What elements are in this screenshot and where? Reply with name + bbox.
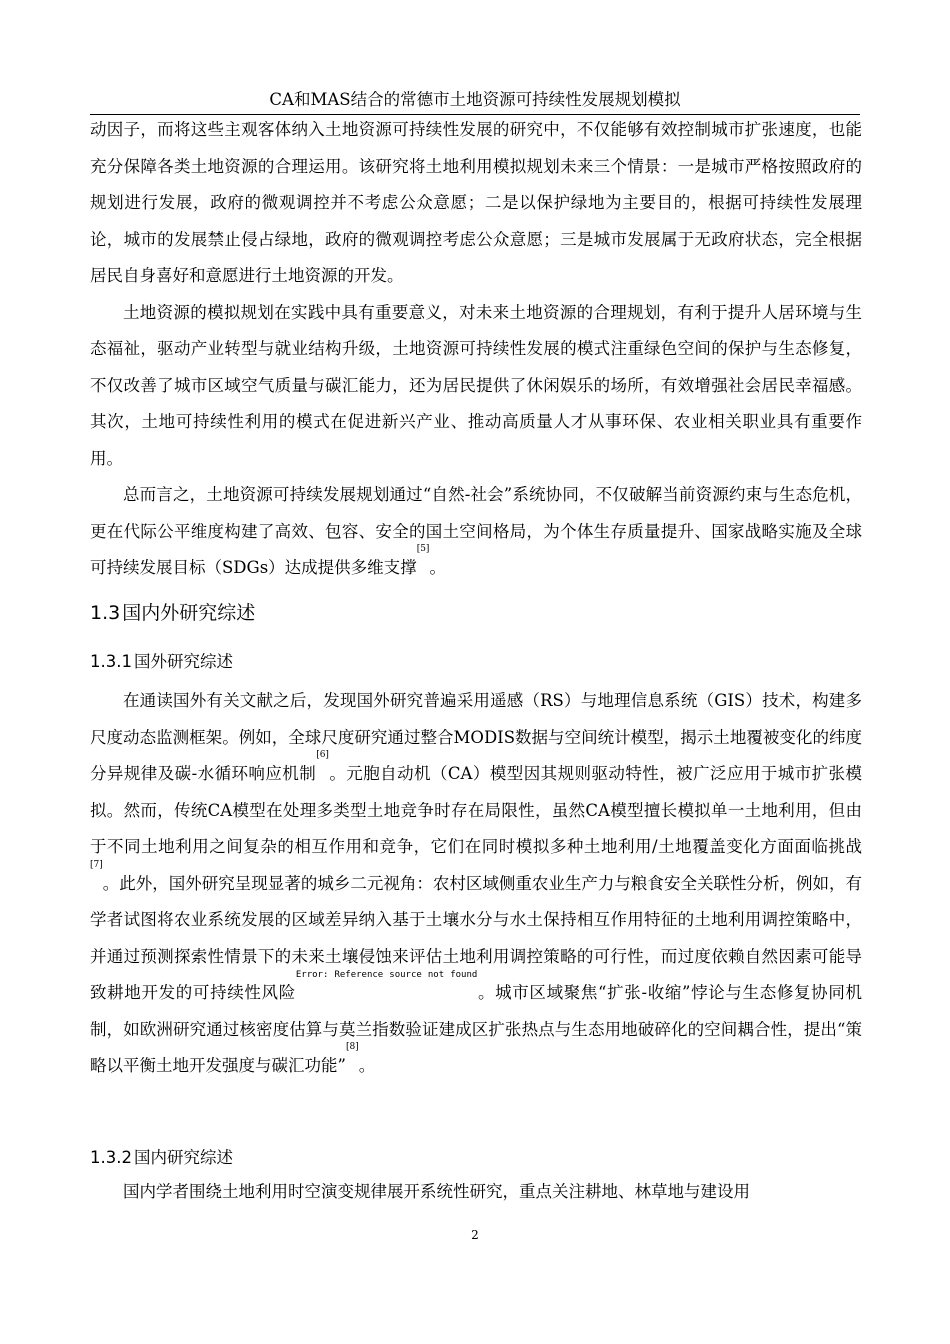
summary-end: 。 [429,558,446,577]
section-number: 1.3.1 [90,652,132,671]
section-number: 1.3.2 [90,1148,132,1167]
paragraph-summary [90,477,862,587]
section-number: 1.3 [90,602,121,624]
section-title: 国内外研究综述 [122,602,256,624]
paragraph-domestic-review: 国内学者围绕土地利用时空演变规律展开系统性研究，重点关注耕地、林草地与建设用 [123,1182,750,1201]
section-heading-1-3 [90,601,255,625]
section-heading-1-3-1 [90,652,233,672]
reference-error: Error: Reference source not found [295,970,478,980]
text-run: 。此外，国外研究呈现显著的城乡二元视角：农村区域侧重农业生产力与粮食安全关联性分析，例如，有学者试图将农业系统发展的区域差异纳入基于土壤水分与水土保持相互作用特征的土地利用调控策略中，并通过预测探索性情景下的未来土壤侵蚀来评估土地利用调控策略的可行性，而过度依赖自然因素可能导致耕地开发的可持续性风险 [90,873,862,1002]
intro-section [90,112,862,587]
text-run: 。 [358,1056,376,1075]
citation-8: [8] [345,1042,359,1052]
citation-5: [5] [416,544,430,554]
citation-7: [7] [90,859,103,870]
domestic-review-section [90,1180,862,1211]
text-run: 在通读国外有关文献之后，发现国外研究普遍采用遥感（RS）与地理信息系统（GIS）技术，构建多尺度动态监测框架。例如，全球尺度研究通过整合MODIS数据与空间统计模型，揭示土地覆被变化的纬度分异规律及碳-水循环响应机制 [90,691,862,783]
foreign-review-section [90,683,862,1085]
paragraph-continued: 动因子，而将这些主观客体纳入土地资源可持续性发展的研究中，不仅能够有效控制城市扩张速度，也能充分保障各类土地资源的合理运用。该研究将土地利用模拟规划未来三个情景：一是城市严格按照政府的规划进行发展，政府的微观调控并不考虑公众意愿；二是以保护绿地为主要目的，根据可持续性发展理论，城市的发展禁止侵占绿地，政府的微观调控考虑公众意愿；三是城市发展属于无政府状态，完全根据居民自身喜好和意愿进行土地资源的开发。 [90,120,862,285]
citation-6: [6] [316,750,329,760]
section-title: 国内研究综述 [133,1148,233,1167]
paragraph-significance: 土地资源的模拟规划在实践中具有重要意义，对未来土地资源的合理规划，有利于提升人居环境与生态福祉，驱动产业转型与就业结构升级，土地资源可持续性发展的模式注重绿色空间的保护与生态修复，不仅改善了城市区域空气质量与碳汇能力，还为居民提供了休闲娱乐的场所，有效增强社会居民幸福感。其次，土地可持续性利用的模式在促进新兴产业、推动高质量人才从事环保、农业相关职业具有重要作用。 [90,302,862,468]
section-title: 国外研究综述 [133,652,233,671]
text-run: 。城市区域聚焦“扩张-收缩”悖论与生态修复协同机制，如欧洲研究通过核密度估算与莫兰指数验证建成区扩张热点与生态用地破碎化的空间耦合性，提出“策略以平衡土地开发强度与碳汇功能” [90,983,862,1075]
section-heading-1-3-2 [90,1148,233,1168]
page-number: 2 [471,1228,479,1242]
text-run: 。元胞自动机（CA）模型因其规则驱动特性，被广泛应用于城市扩张模拟。然而，传统CA模型在处理多类型土地竞争时存在局限性，虽然CA模型擅长模拟单一土地利用，但由于不同土地利用之间复杂的相互作用和竞争，它们在同时模拟多种土地利用/土地覆盖变化方面面临挑战 [90,764,862,856]
summary-text: 总而言之，土地资源可持续发展规划通过“自然-社会”系统协同，不仅破解当前资源约束与生态危机，更在代际公平维度构建了高效、包容、安全的国土空间格局，为个体生存质量提升、国家战略实施及全球可持续发展目标（SDGs）达成提供多维支撑 [90,485,862,577]
running-header: CA和MAS结合的常德市土地资源可持续性发展规划模拟 [269,90,681,109]
paragraph-foreign-review [90,683,862,1085]
